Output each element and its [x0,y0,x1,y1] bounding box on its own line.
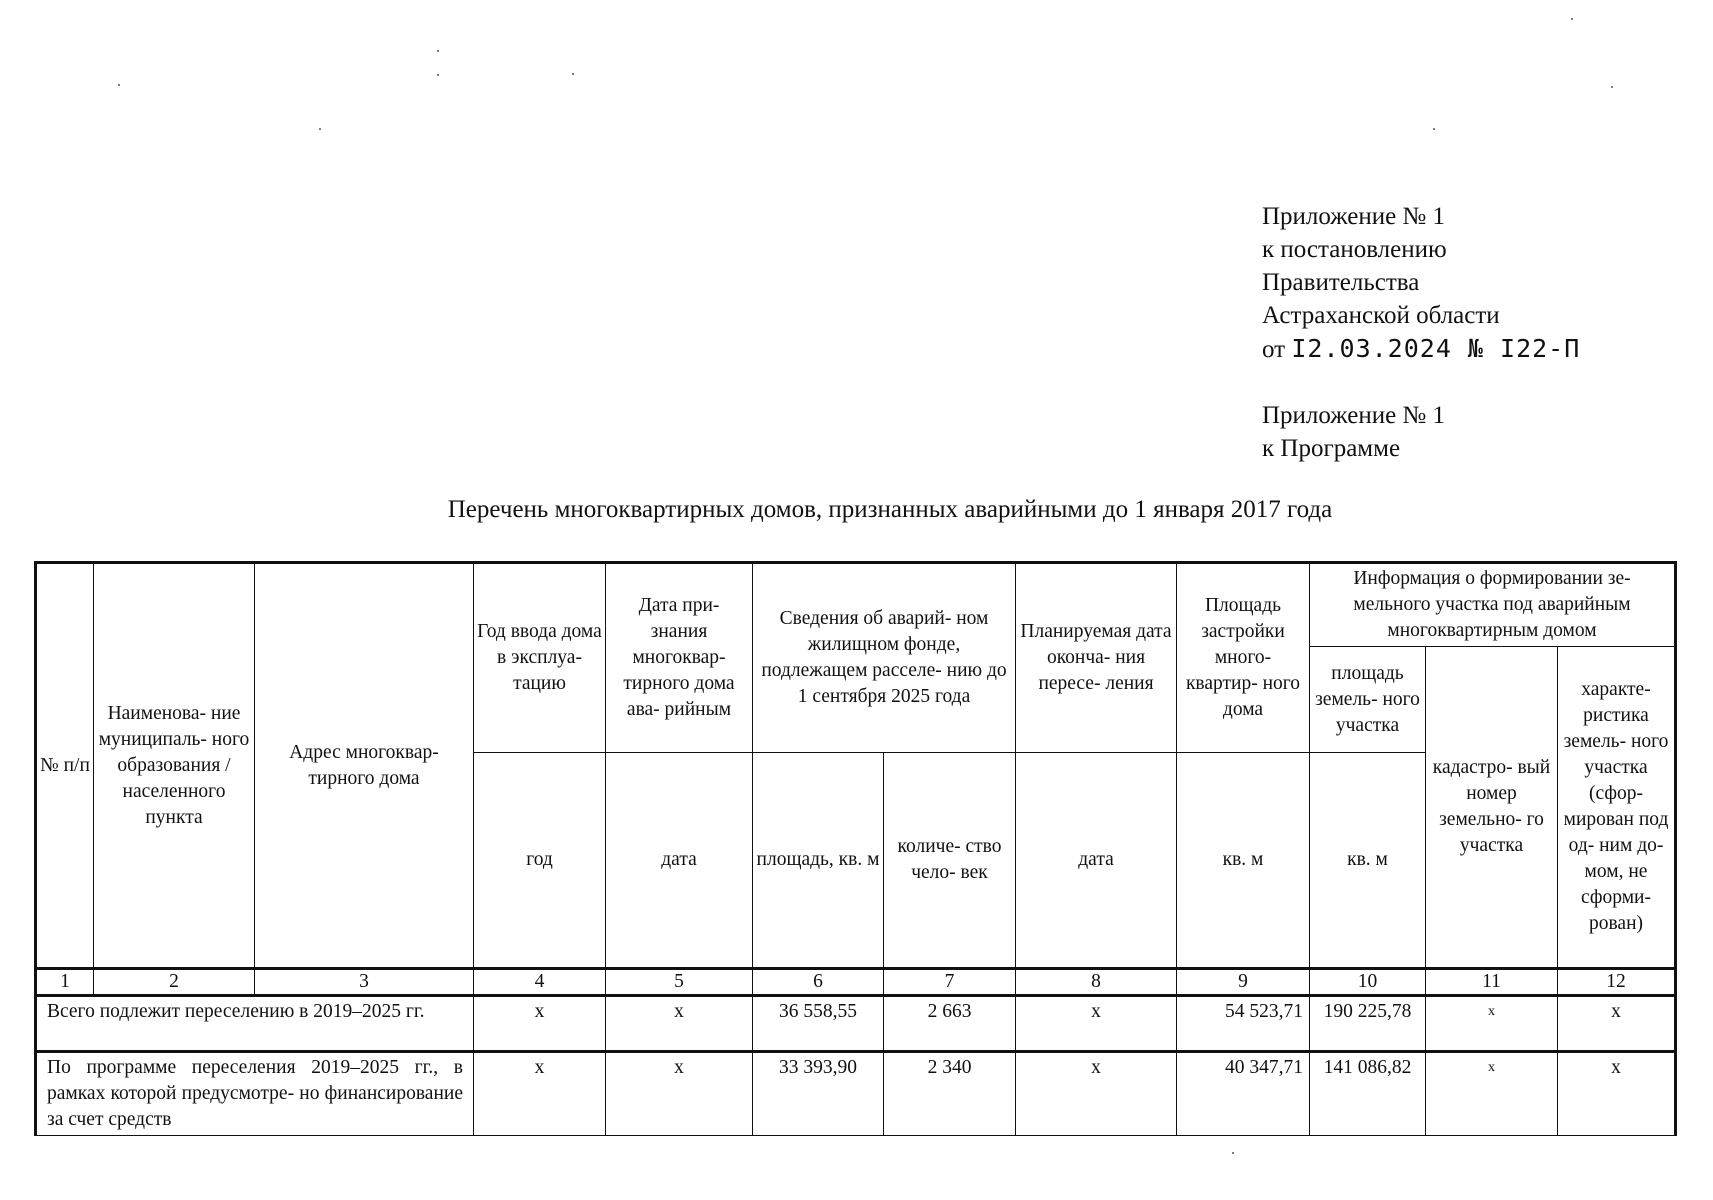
header-planned-end: Планируемая дата оконча- ния пересе- ления [1016,563,1177,753]
column-number: 11 [1426,969,1558,996]
unit-building-sqm: кв. м [1177,753,1310,969]
unit-area: площадь, кв. м [753,753,884,969]
appendix-line: Приложение № 1 [1262,402,1446,429]
unit-date: дата [606,753,753,969]
column-number: 2 [94,969,255,996]
column-number: 5 [606,969,753,996]
cell-area: 36 558,55 [753,996,884,1052]
unit-land-sqm: кв. м [1310,753,1426,969]
header-land-info: Информация о формировании зе- мельного участка под аварийным многоквартирным домом [1310,563,1676,647]
scan-speck [1433,128,1435,130]
header-cadastral: кадастро- вый номер земельно- го участка [1426,647,1558,969]
cell-people: 2 340 [884,1052,1016,1136]
appendix-line: к постановлению [1262,236,1447,263]
header-municipality: Наименова- ние муниципаль- ного образования / населенного пункта [94,563,255,969]
header-year-commissioned: Год ввода дома в эксплуа- тацию [474,563,606,753]
cell-date: x [606,1052,753,1136]
row-label: Всего подлежит переселению в 2019–2025 гг. [36,996,474,1052]
cell-people: 2 663 [884,996,1016,1052]
cell-land-area: 141 086,82 [1310,1052,1426,1136]
cell-land-char: x [1558,996,1676,1052]
header-emergency-date: Дата при- знания многоквар- тирного дома ава- рийным [606,563,753,753]
unit-year: год [474,753,606,969]
unit-people: количе- ство чело- век [884,753,1016,969]
cell-land-char: x [1558,1052,1676,1136]
appendix-program [1262,399,1445,465]
cell-cadastral: x [1426,996,1558,1052]
appendix-line: Правительства [1262,269,1420,296]
column-number: 12 [1558,969,1676,996]
header-address: Адрес многоквар- тирного дома [255,563,474,969]
appendix-date [1262,332,1580,366]
cell-building-area: 54 523,71 [1177,996,1310,1052]
column-number: 10 [1310,969,1426,996]
emergency-housing-table [34,561,1677,1136]
appendix-government-decree [1262,200,1580,366]
scan-speck [319,128,321,130]
column-number: 1 [36,969,94,996]
scan-speck [1571,18,1573,20]
scan-speck [572,73,574,75]
column-number: 3 [255,969,474,996]
appendix-line: к Программе [1262,435,1401,462]
appendix-line: Астраханской области [1262,302,1500,329]
document-title: Перечень многоквартирных домов, признанных аварийными до 1 января 2017 года [447,496,1333,523]
column-number: 8 [1016,969,1177,996]
column-number: 6 [753,969,884,996]
cell-cadastral: x [1426,1052,1558,1136]
cell-area: 33 393,90 [753,1052,884,1136]
cell-date: x [606,996,753,1052]
cell-plan-date: x [1016,996,1177,1052]
header-land-char: характе- ристика земель- ного участка (сфор- мирован под од- ним до- мом, не сформи- рован) [1558,647,1676,969]
column-number: 9 [1177,969,1310,996]
scan-speck [437,50,439,52]
date-prefix: от [1262,336,1286,363]
table-row [36,996,1676,1052]
cell-building-area: 40 347,71 [1177,1052,1310,1136]
row-label: По программе переселения 2019–2025 гг., в рамках которой предусмотре- но финансирование за счет средств [36,1052,474,1136]
column-number: 4 [474,969,606,996]
scan-speck [1611,86,1613,88]
scan-speck [437,74,439,76]
header-building-area: Площадь застройки много- квартир- ного дома [1177,563,1310,753]
scan-speck [1232,1152,1234,1154]
header-emergency-fund: Сведения об аварий- ном жилищном фонде, подлежащем расселе- нию до 1 сентября 2025 года [753,563,1016,753]
unit-plan-date: дата [1016,753,1177,969]
column-number: 7 [884,969,1016,996]
cell-land-area: 190 225,78 [1310,996,1426,1052]
scan-speck [118,84,120,86]
header-num: № п/п [36,563,94,969]
cell-plan-date: x [1016,1052,1177,1136]
header-land-area: площадь земель- ного участка [1310,647,1426,753]
table-row [36,1052,1676,1136]
decree-date-number: I2.03.2024 № I22-П [1291,334,1581,363]
cell-year: x [474,1052,606,1136]
appendix-line: Приложение № 1 [1262,203,1446,230]
cell-year: x [474,996,606,1052]
